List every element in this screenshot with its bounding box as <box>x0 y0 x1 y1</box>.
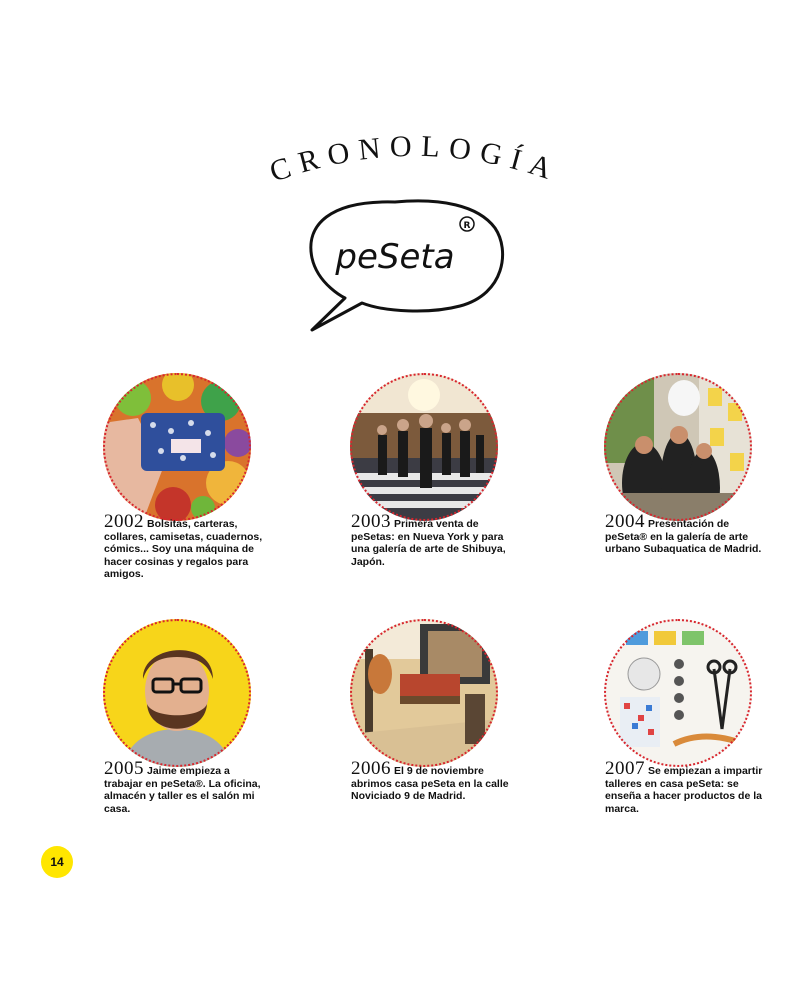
timeline-year: 2003 <box>351 511 391 532</box>
timeline-text: Primera venta de peSetas: en Nueva York y para una galería de arte de Shibuya, Japón. <box>351 518 506 568</box>
colorful-purse-fruit-photo <box>103 373 251 521</box>
timeline-text: Presentación de peSeta® en la galería de arte urbano Subaquatica de Madrid. <box>605 518 762 555</box>
sewing-tools-photo <box>604 619 752 767</box>
timeline-caption <box>104 758 264 815</box>
timeline-caption <box>351 511 511 568</box>
header <box>0 0 800 340</box>
gallery-crowd-photo <box>604 373 752 521</box>
shibuya-crossing-photo <box>350 373 498 521</box>
header-graphic <box>0 0 800 340</box>
brand-logo-text: peSeta <box>335 237 455 277</box>
timeline-text: El 9 de noviembre abrimos casa peSeta en la calle Noviciado 9 de Madrid. <box>351 765 509 802</box>
timeline-text: Bolsitas, carteras, collares, camisetas, cuadernos, cómics... Soy una máquina de hacer cosinas y regalos para amigos. <box>104 518 263 580</box>
portrait-jaime-photo <box>103 619 251 767</box>
timeline-year: 2006 <box>351 758 391 779</box>
shop-interior-photo <box>350 619 498 767</box>
page-title: CRONOLOGÍA <box>265 129 565 189</box>
timeline-caption <box>351 758 511 803</box>
timeline-year: 2002 <box>104 511 144 532</box>
page-number-badge: 14 <box>41 846 73 878</box>
timeline-caption <box>605 511 765 556</box>
timeline-year: 2005 <box>104 758 144 779</box>
svg-text:R: R <box>463 221 471 231</box>
timeline-caption <box>605 758 765 815</box>
timeline-text: Se empiezan a impartir talleres en casa peSeta: se enseña a hacer productos de la marca. <box>605 765 763 815</box>
timeline-text: Jaime empieza a trabajar en peSeta®. La oficina, almacén y taller es el salón mi casa. <box>104 765 261 815</box>
timeline-year: 2007 <box>605 758 645 779</box>
timeline-caption <box>104 511 264 581</box>
timeline-year: 2004 <box>605 511 645 532</box>
